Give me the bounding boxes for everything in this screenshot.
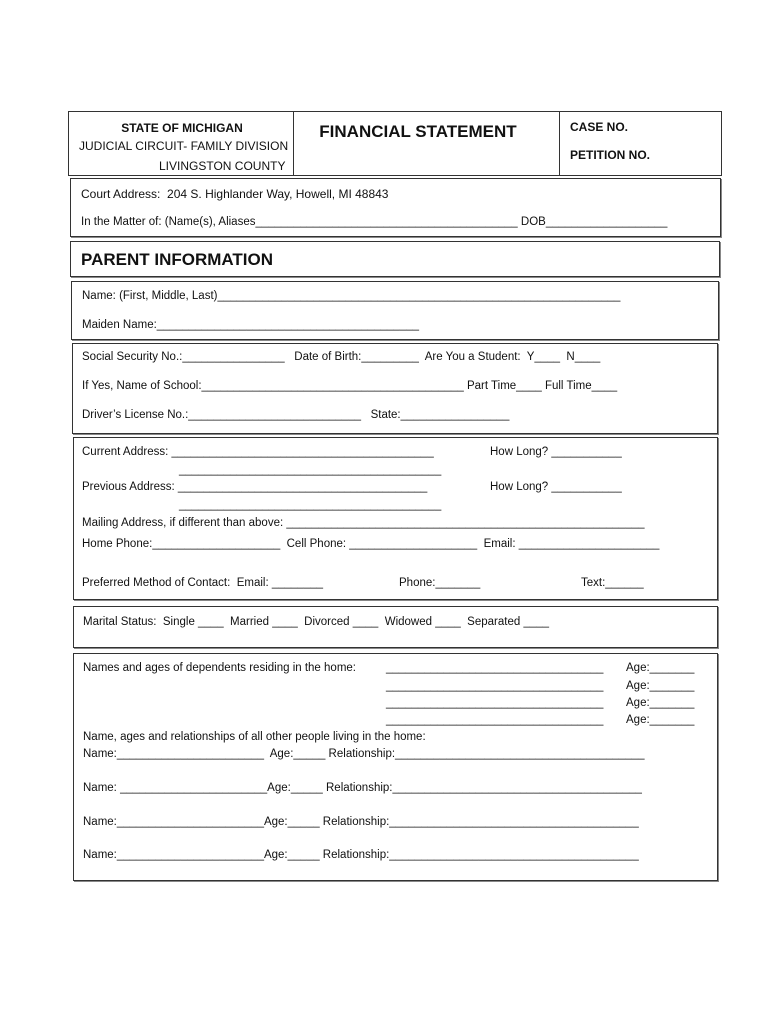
form-title: FINANCIAL STATEMENT [319,122,517,141]
state-label: STATE OF MICHIGAN [121,121,243,135]
dependent-age-1[interactable]: Age:_______ [626,662,695,674]
name-box [71,281,719,340]
dependent-age-3[interactable]: Age:_______ [626,697,695,709]
dependent-name-2[interactable]: __________________________________ [386,680,604,692]
other-person-row[interactable]: Name:_______________________Age:_____ Relationship:_______________________________________ [83,849,639,861]
current-how-long[interactable]: How Long? ___________ [490,446,622,458]
section-title: PARENT INFORMATION [81,250,274,269]
header-title-box [293,111,560,176]
dependent-name-1[interactable]: __________________________________ [386,662,604,674]
dependent-name-4[interactable]: __________________________________ [386,714,604,726]
ssn-line[interactable]: Social Security No.:________________ Date of Birth:_________ Are You a Student: Y____ N____ [82,351,601,363]
court-address: Court Address: 204 S. Highlander Way, Howell, MI 48843 [81,187,389,201]
marital-status-box [73,606,718,648]
mailing-address-field[interactable]: Mailing Address, if different than above: ________________________________________________________ [82,517,645,529]
school-line[interactable]: If Yes, Name of School:_________________________________________ Part Time____ Full Time____ [82,380,618,392]
dependents-label: Names and ages of dependents residing in the home: [83,662,356,674]
header-case-box [559,111,722,176]
current-address-field[interactable]: Current Address: _________________________________________ [82,446,434,458]
other-person-row[interactable]: Name: _______________________Age:_____ Relationship:_______________________________________ [83,782,642,794]
marital-status-line[interactable]: Marital Status: Single ____ Married ____ Divorced ____ Widowed ____ Separated ____ [83,616,550,628]
petition-no-label: PETITION NO. [570,148,651,162]
court-info-box [70,178,721,237]
previous-address-cont[interactable]: _________________________________________ [179,499,442,511]
current-address-cont[interactable]: _________________________________________ [179,464,442,476]
others-label: Name, ages and relationships of all other people living in the home: [83,731,426,743]
county-label: LIVINGSTON COUNTY [159,159,286,173]
dependent-age-4[interactable]: Age:_______ [626,714,695,726]
header-court-box [68,111,294,176]
identity-box [72,343,718,434]
preferred-contact-email[interactable]: Preferred Method of Contact: Email: ________ [82,577,324,589]
matter-line[interactable]: In the Matter of: (Name(s), Aliases_________________________________________ DOB___________________ [81,216,668,228]
drivers-license-line[interactable]: Driver’s License No.:___________________________ State:_________________ [82,409,510,421]
case-no-label: CASE NO. [570,120,629,134]
previous-address-field[interactable]: Previous Address: _______________________________________ [82,481,428,493]
dependent-name-3[interactable]: __________________________________ [386,697,604,709]
phone-line[interactable]: Home Phone:____________________ Cell Phone: ____________________ Email: ______________________ [82,538,660,550]
other-person-row[interactable]: Name:_______________________ Age:_____ Relationship:_______________________________________ [83,748,645,760]
previous-how-long[interactable]: How Long? ___________ [490,481,622,493]
preferred-contact-phone[interactable]: Phone:_______ [399,577,481,589]
other-person-row[interactable]: Name:_______________________Age:_____ Relationship:_______________________________________ [83,816,639,828]
division-label: JUDICIAL CIRCUIT- FAMILY DIVISION [79,139,289,153]
maiden-name-field[interactable]: Maiden Name:_________________________________________ [82,319,420,331]
name-field[interactable]: Name: (First, Middle, Last)_______________________________________________________________ [82,290,621,302]
dependent-age-2[interactable]: Age:_______ [626,680,695,692]
address-box [73,437,718,600]
parent-info-heading-box [70,241,720,277]
preferred-contact-text[interactable]: Text:______ [581,577,644,589]
dependents-box [73,653,718,881]
